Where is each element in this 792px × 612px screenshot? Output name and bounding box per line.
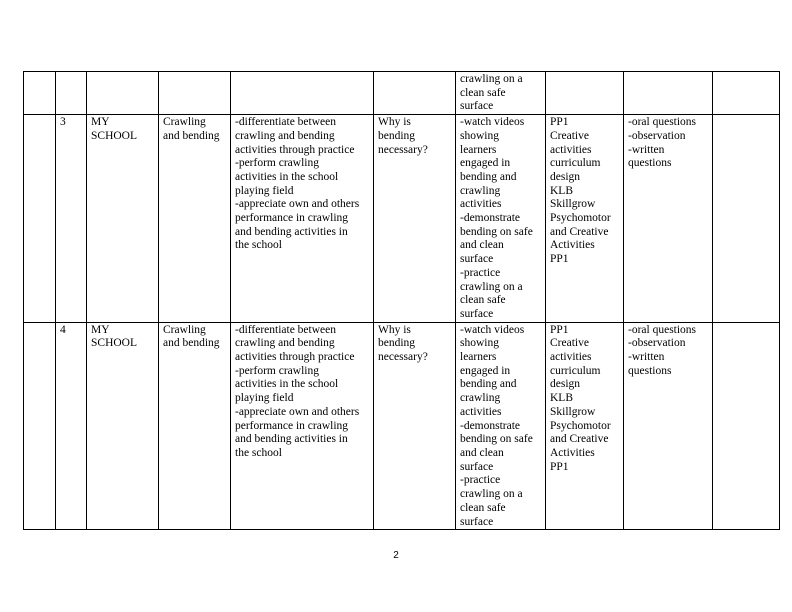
reflection-cell <box>713 72 780 115</box>
cell-line: -perform crawling <box>235 157 319 170</box>
assessment-cell <box>624 72 713 115</box>
cell-line: SCHOOL <box>91 337 138 350</box>
cell-line: crawling and bending <box>235 337 335 350</box>
cell-line: PP1 <box>550 460 569 473</box>
cell-line: performance in crawling <box>235 212 349 225</box>
cell-line: clean safe <box>460 501 506 514</box>
cell-line: Creative <box>550 129 589 142</box>
cell-line: curriculum <box>550 364 601 377</box>
cell-line: activities <box>550 143 592 156</box>
cell-line: design <box>550 170 581 183</box>
cell-line: -appreciate own and others <box>235 198 360 211</box>
resources-cell <box>546 322 624 530</box>
cell-line: activities in the school <box>235 378 339 391</box>
cell-line: surface <box>460 460 494 473</box>
cell-line: bending <box>378 129 416 142</box>
cell-line: bending on safe <box>460 433 533 446</box>
assessment-cell <box>624 322 713 530</box>
cell-line: Creative <box>550 337 589 350</box>
cell-line: necessary? <box>378 143 428 156</box>
cell-line: -written <box>628 351 665 364</box>
strand-cell <box>87 72 159 115</box>
cell-line: and bending activities in <box>235 225 348 238</box>
cell-line: -differentiate between <box>235 323 336 336</box>
cell-line: necessary? <box>378 351 428 364</box>
cell-line: and bending <box>163 129 220 142</box>
cell-line: engaged in <box>460 157 511 170</box>
cell-line: and bending activities in <box>235 433 348 446</box>
cell-line: activities <box>460 198 502 211</box>
cell-line: clean safe <box>460 86 506 99</box>
cell-line: activities <box>550 351 592 364</box>
scheme-of-work-table <box>23 71 780 530</box>
cell-line: showing <box>460 129 499 142</box>
resources-cell <box>546 115 624 323</box>
cell-line: showing <box>460 337 499 350</box>
lesson-cell <box>56 72 87 115</box>
week-cell <box>24 322 56 530</box>
outcomes-cell <box>231 322 374 530</box>
cell-line: Psychomotor <box>550 419 611 432</box>
cell-line: activities through practice <box>235 351 355 364</box>
cell-line: MY <box>91 323 110 336</box>
cell-line: engaged in <box>460 364 511 377</box>
cell-line: bending and <box>460 170 517 183</box>
cell-line: and clean <box>460 239 504 252</box>
inquiry-question-cell <box>374 322 456 530</box>
cell-line: -observation <box>628 337 686 350</box>
cell-line: PP1 <box>550 116 569 129</box>
resources-cell <box>546 72 624 115</box>
cell-line: PP1 <box>550 253 569 266</box>
cell-line: crawling <box>460 184 501 197</box>
cell-line: Crawling <box>163 116 206 129</box>
cell-line: SCHOOL <box>91 129 138 142</box>
cell-line: performance in crawling <box>235 419 349 432</box>
cell-line: and clean <box>460 446 504 459</box>
cell-line: activities <box>460 405 502 418</box>
cell-line: Activities <box>550 239 595 252</box>
cell-line: surface <box>460 100 494 113</box>
cell-line: MY <box>91 116 110 129</box>
cell-line: crawling on a <box>460 280 523 293</box>
cell-line: -perform crawling <box>235 364 319 377</box>
sub-strand-cell <box>159 72 231 115</box>
cell-line: learners <box>460 143 497 156</box>
cell-line: and bending <box>163 337 220 350</box>
cell-line: -watch videos <box>460 116 525 129</box>
cell-line: -written <box>628 143 665 156</box>
activities-cell <box>456 322 546 530</box>
cell-line: -demonstrate <box>460 419 521 432</box>
cell-line: questions <box>628 364 672 377</box>
continuation-row <box>24 72 780 115</box>
cell-line: bending on safe <box>460 225 533 238</box>
cell-line: activities through practice <box>235 143 355 156</box>
cell-line: crawling and bending <box>235 129 335 142</box>
reflection-cell <box>713 322 780 530</box>
cell-line: Why is <box>378 323 411 336</box>
assessment-cell <box>624 115 713 323</box>
cell-line: surface <box>460 307 494 320</box>
cell-line: -observation <box>628 129 686 142</box>
week-cell <box>24 115 56 323</box>
cell-line: the school <box>235 239 282 252</box>
cell-line: KLB <box>550 184 573 197</box>
cell-line: -oral questions <box>628 323 697 336</box>
lesson-cell: 4 <box>56 322 87 530</box>
cell-line: surface <box>460 515 494 528</box>
cell-line: -watch videos <box>460 323 525 336</box>
cell-line: learners <box>460 351 497 364</box>
activities-cell <box>456 115 546 323</box>
cell-line: playing field <box>235 184 294 197</box>
cell-line: -demonstrate <box>460 212 521 225</box>
outcomes-cell <box>231 72 374 115</box>
cell-line: -oral questions <box>628 116 697 129</box>
cell-line: Skillgrow <box>550 198 596 211</box>
sub-strand-cell <box>159 115 231 323</box>
outcomes-cell <box>231 115 374 323</box>
cell-line: the school <box>235 446 282 459</box>
table-row <box>24 322 780 530</box>
cell-line: PP1 <box>550 323 569 336</box>
cell-line: -differentiate between <box>235 116 336 129</box>
cell-line: Why is <box>378 116 411 129</box>
reflection-cell <box>713 115 780 323</box>
strand-cell <box>87 115 159 323</box>
sub-strand-cell <box>159 322 231 530</box>
cell-line: Skillgrow <box>550 405 596 418</box>
cell-line: -appreciate own and others <box>235 405 360 418</box>
cell-line: activities in the school <box>235 170 339 183</box>
inquiry-question-cell <box>374 115 456 323</box>
cell-line: curriculum <box>550 157 601 170</box>
cell-line: crawling on a <box>460 73 523 85</box>
cell-line: Psychomotor <box>550 212 611 225</box>
activities-cell <box>456 72 546 115</box>
cell-line: clean safe <box>460 294 506 307</box>
cell-line: bending and <box>460 378 517 391</box>
cell-line: crawling <box>460 392 501 405</box>
cell-line: KLB <box>550 392 573 405</box>
cell-line: -practice <box>460 474 501 487</box>
cell-line: Activities <box>550 446 595 459</box>
table-row <box>24 115 780 323</box>
cell-line: -practice <box>460 266 501 279</box>
page-number: 2 <box>393 550 399 561</box>
cell-line: design <box>550 378 581 391</box>
strand-cell <box>87 322 159 530</box>
cell-line: surface <box>460 253 494 266</box>
cell-line: crawling on a <box>460 488 523 501</box>
cell-line: Crawling <box>163 323 206 336</box>
cell-line: questions <box>628 157 672 170</box>
inquiry-question-cell <box>374 72 456 115</box>
cell-line: and Creative <box>550 225 609 238</box>
week-cell <box>24 72 56 115</box>
lesson-cell: 3 <box>56 115 87 323</box>
cell-line: playing field <box>235 392 294 405</box>
cell-line: and Creative <box>550 433 609 446</box>
cell-line: bending <box>378 337 416 350</box>
